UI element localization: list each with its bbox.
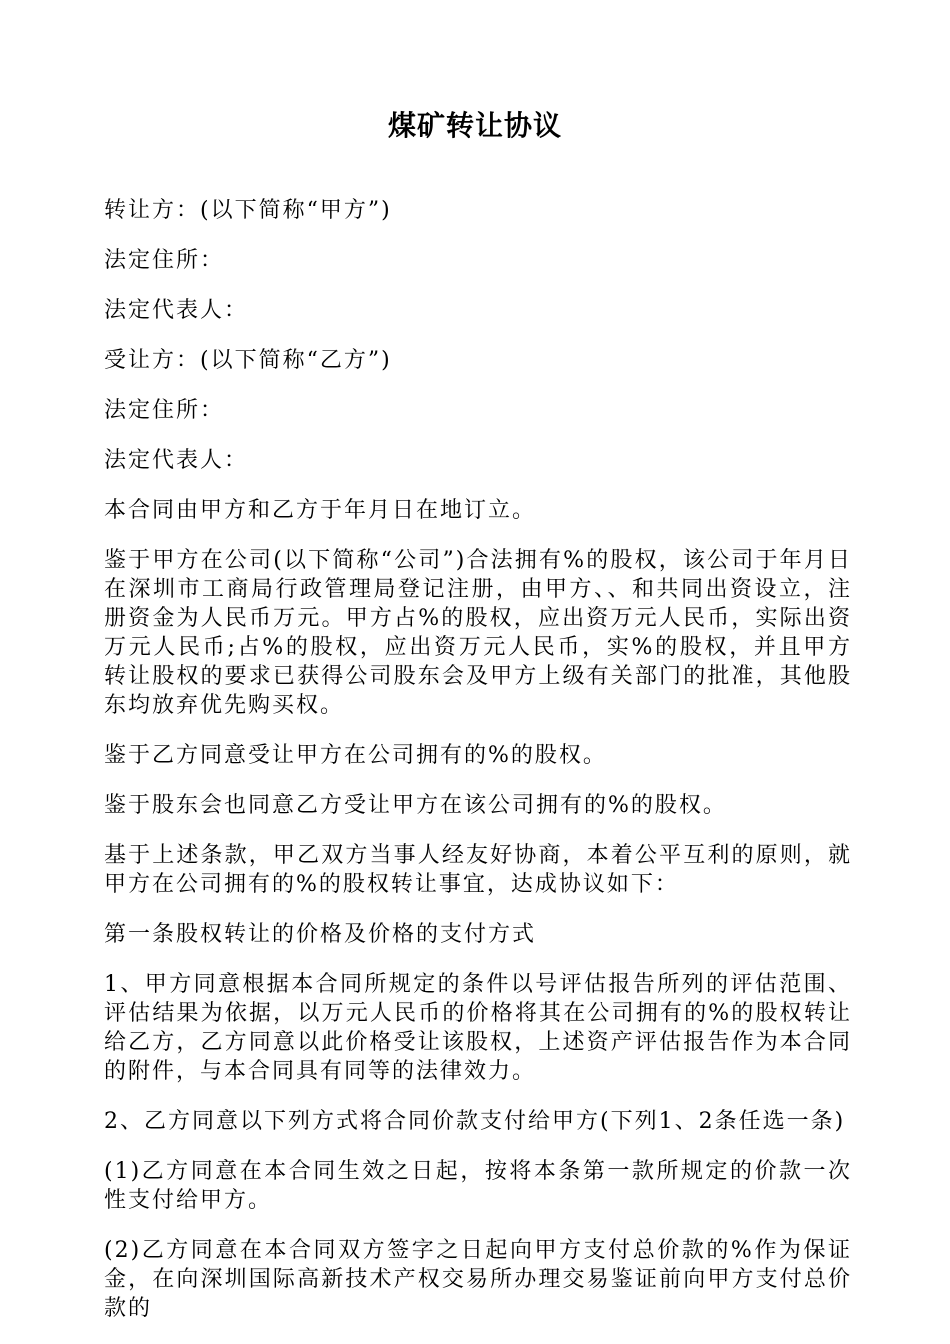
party-b-representative: 法定代表人：	[104, 448, 249, 473]
article-1-option-2: (2)乙方同意在本合同双方签字之日起向甲方支付总价款的%作为保证金，在向深圳国际高新技术产权交易所办理交易鉴证前向甲方支付总价款的	[104, 1238, 852, 1321]
article-1-heading: 第一条股权转让的价格及价格的支付方式	[104, 922, 537, 947]
contract-date-paragraph: 本合同由甲方和乙方于年月日在地订立。	[104, 498, 537, 523]
recital-paragraph-3: 鉴于股东会也同意乙方受让甲方在该公司拥有的%的股权。	[104, 793, 727, 818]
party-a-line: 转让方：(以下简称“甲方”)	[104, 198, 392, 223]
recital-paragraph-2: 鉴于乙方同意受让甲方在公司拥有的%的股权。	[104, 743, 607, 768]
document-body	[104, 196, 852, 1344]
party-a-address: 法定住所：	[104, 248, 225, 273]
article-1-clause-2: 2、乙方同意以下列方式将合同价款支付给甲方(下列1、2条任选一条)	[104, 1109, 846, 1134]
article-1-clause-1: 1、甲方同意根据本合同所规定的条件以号评估报告所列的评估范围、评估结果为依据，以万元人民币的价格将其在公司拥有的%的股权转让给乙方，乙方同意以此价格受让该股权，上述资产评估报告作为本合同的附件，与本合同具有同等的法律效力。	[104, 972, 852, 1084]
party-a-representative: 法定代表人：	[104, 298, 249, 323]
document-title: 煤矿转让协议	[387, 109, 562, 142]
party-b-line: 受让方：(以下简称“乙方”)	[104, 348, 392, 373]
party-b-address: 法定住所：	[104, 398, 225, 423]
recital-paragraph-1: 鉴于甲方在公司(以下简称“公司”)合法拥有%的股权，该公司于年月日在深圳市工商局行政管理局登记注册，由甲方、、和共同出资设立，注册资金为人民币万元。甲方占%的股权，应出资万元人民币，实际出资万元人民币;占%的股权，应出资万元人民币，实%的股权，并且甲方转让股权的要求已获得公司股东会及甲方上级有关部门的批准，其他股东均放弃优先购买权。	[104, 548, 852, 718]
article-1-option-1: (1)乙方同意在本合同生效之日起，按将本条第一款所规定的价款一次性支付给甲方。	[104, 1159, 852, 1213]
agreement-basis-paragraph: 基于上述条款，甲乙双方当事人经友好协商，本着公平互利的原则，就甲方在公司拥有的%的股权转让事宜，达成协议如下：	[104, 843, 852, 897]
